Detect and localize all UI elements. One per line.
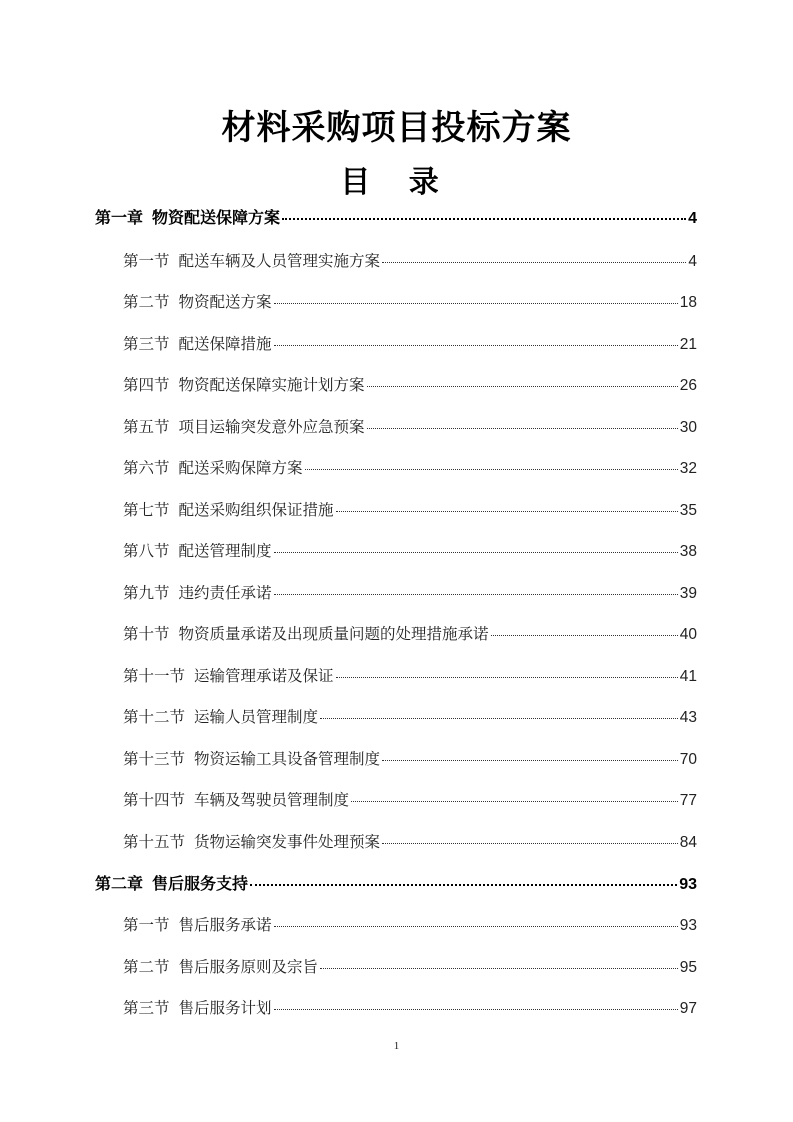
- toc-label: 配送采购组织保证措施: [178, 501, 334, 519]
- toc-label: 物资配送保障实施计划方案: [178, 376, 365, 394]
- dot-leader: [367, 386, 678, 387]
- toc-section[interactable]: [123, 583, 697, 604]
- toc-chapter[interactable]: [95, 874, 697, 895]
- toc-page: 21: [679, 336, 697, 353]
- toc-page: 95: [679, 959, 697, 976]
- page-number: 1: [393, 1040, 400, 1052]
- toc-label: 配送保障措施: [178, 335, 272, 353]
- toc-page: 41: [679, 668, 697, 685]
- toc-page: 38: [679, 543, 697, 560]
- dot-leader: [282, 218, 686, 220]
- toc-section[interactable]: [123, 957, 697, 978]
- toc-number: 第一节: [123, 252, 170, 270]
- toc-label: 物资运输工具设备管理制度: [194, 750, 381, 768]
- toc-page: 70: [679, 751, 697, 768]
- toc-page: 4: [688, 253, 697, 270]
- toc-number: 第五节: [123, 418, 170, 436]
- toc-section[interactable]: [123, 417, 697, 438]
- dot-leader: [274, 345, 678, 346]
- toc-label: 车辆及驾驶员管理制度: [194, 791, 350, 809]
- toc-label: 物资质量承诺及出现质量问题的处理措施承诺: [178, 625, 489, 643]
- toc-section[interactable]: [123, 666, 697, 687]
- dot-leader: [274, 303, 678, 304]
- toc-label: 物资配送保障方案: [152, 208, 281, 227]
- dot-leader: [320, 968, 678, 969]
- toc-number: 第十一节: [123, 667, 186, 685]
- toc-label: 售后服务原则及宗旨: [178, 958, 319, 976]
- toc-page: 97: [679, 1000, 697, 1017]
- dot-leader: [382, 262, 686, 263]
- toc-number: 第二章: [95, 874, 144, 893]
- toc-number: 第十四节: [123, 791, 186, 809]
- toc-number: 第十五节: [123, 833, 186, 851]
- dot-leader: [274, 1009, 678, 1010]
- toc-section[interactable]: [123, 541, 697, 562]
- toc-label: 配送车辆及人员管理实施方案: [178, 252, 381, 270]
- toc-section[interactable]: [123, 624, 697, 645]
- toc-number: 第十二节: [123, 708, 186, 726]
- dot-leader: [305, 469, 678, 470]
- toc-page: 39: [679, 585, 697, 602]
- toc-page: 43: [679, 709, 697, 726]
- dot-leader: [336, 677, 678, 678]
- toc-label: 售后服务承诺: [178, 916, 272, 934]
- dot-leader: [274, 594, 678, 595]
- toc-page: 4: [688, 210, 697, 227]
- toc-page: 30: [679, 419, 697, 436]
- toc-section[interactable]: [123, 915, 697, 936]
- toc-section[interactable]: [123, 334, 697, 355]
- dot-leader: [351, 801, 678, 802]
- toc-chapter[interactable]: [95, 208, 697, 229]
- toc-heading: 目 录: [340, 165, 453, 200]
- toc-page: 84: [679, 834, 697, 851]
- toc-section[interactable]: [123, 292, 697, 313]
- toc-section[interactable]: [123, 707, 697, 728]
- toc-label: 配送采购保障方案: [178, 459, 303, 477]
- toc-label: 运输管理承诺及保证: [194, 667, 334, 685]
- toc-page: 32: [679, 460, 697, 477]
- toc-page: 18: [679, 294, 697, 311]
- toc-number: 第一节: [123, 916, 170, 934]
- toc-page: 93: [679, 876, 697, 893]
- dot-leader: [274, 926, 678, 927]
- toc-number: 第一章: [95, 208, 144, 227]
- toc-number: 第七节: [123, 501, 170, 519]
- toc-label: 售后服务支持: [152, 874, 249, 893]
- toc-page: 77: [679, 792, 697, 809]
- dot-leader: [382, 760, 678, 761]
- toc-section[interactable]: [123, 500, 697, 521]
- document-title: 材料采购项目投标方案: [221, 108, 572, 148]
- toc-section[interactable]: [123, 458, 697, 479]
- dot-leader: [491, 635, 678, 636]
- toc-section[interactable]: [123, 375, 697, 396]
- dot-leader: [336, 511, 678, 512]
- toc-page: 93: [679, 917, 697, 934]
- toc-number: 第八节: [123, 542, 170, 560]
- toc-number: 第十节: [123, 625, 170, 643]
- toc-page: 40: [679, 626, 697, 643]
- dot-leader: [382, 843, 678, 844]
- toc-number: 第十三节: [123, 750, 186, 768]
- toc-label: 售后服务计划: [178, 999, 272, 1017]
- toc-label: 货物运输突发事件处理预案: [194, 833, 381, 851]
- toc-label: 项目运输突发意外应急预案: [178, 418, 365, 436]
- toc-label: 配送管理制度: [178, 542, 272, 560]
- toc-section[interactable]: [123, 251, 697, 272]
- toc-number: 第九节: [123, 584, 170, 602]
- toc-number: 第二节: [123, 293, 170, 311]
- dot-leader: [367, 428, 678, 429]
- dot-leader: [320, 718, 678, 719]
- toc-section[interactable]: [123, 832, 697, 853]
- toc-page: 26: [679, 377, 697, 394]
- toc-section[interactable]: [123, 998, 697, 1019]
- toc-page: 35: [679, 502, 697, 519]
- toc-label: 物资配送方案: [178, 293, 272, 311]
- toc-section[interactable]: [123, 790, 697, 811]
- toc-number: 第六节: [123, 459, 170, 477]
- toc-number: 第三节: [123, 335, 170, 353]
- toc-section[interactable]: [123, 749, 697, 770]
- toc-label: 违约责任承诺: [178, 584, 272, 602]
- toc-number: 第二节: [123, 958, 170, 976]
- dot-leader: [274, 552, 678, 553]
- toc-number: 第三节: [123, 999, 170, 1017]
- toc-number: 第四节: [123, 376, 170, 394]
- dot-leader: [250, 884, 677, 886]
- toc-label: 运输人员管理制度: [194, 708, 319, 726]
